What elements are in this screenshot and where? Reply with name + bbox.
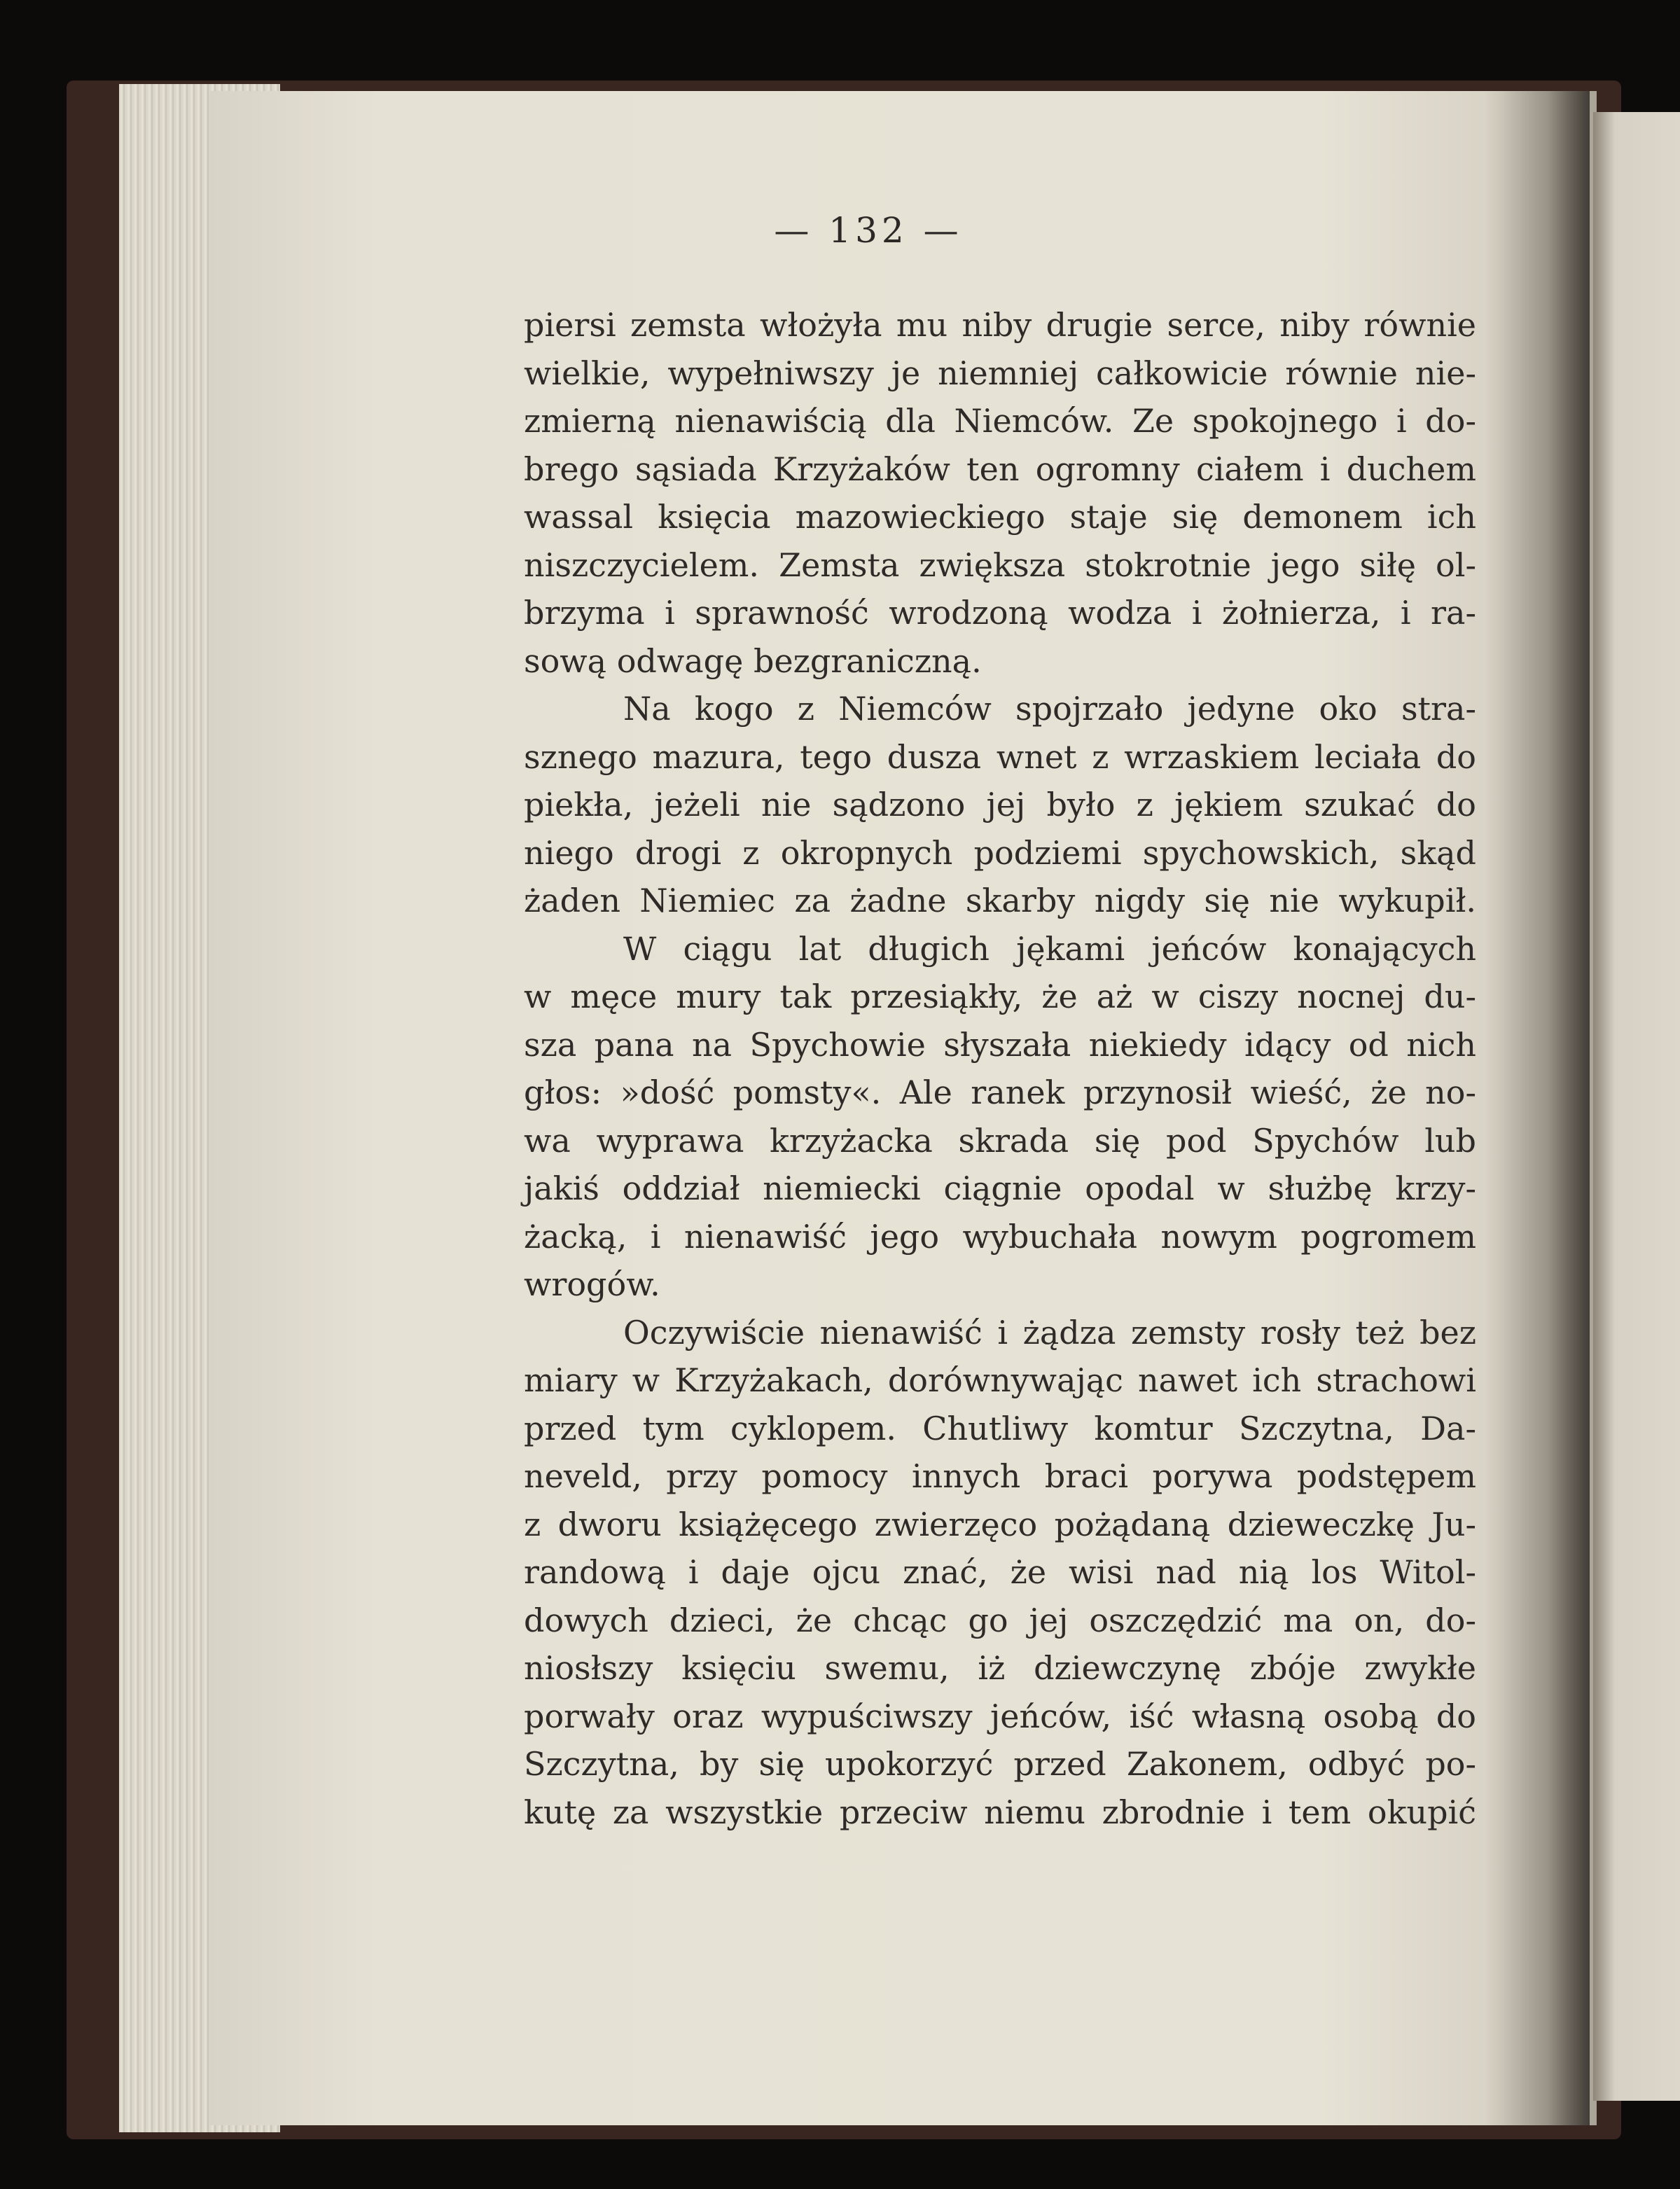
text-line: zmierną nienawiścią dla Niemców. Ze spokojnego i do- xyxy=(524,402,1476,440)
text-line: żaden Niemiec za żadne skarby nigdy się nie wykupił. xyxy=(524,882,1476,919)
text-line: w męce mury tak przesiąkły, że aż w ciszy nocnej du- xyxy=(524,978,1476,1015)
text-line: brego sąsiada Krzyżaków ten ogromny ciałem i duchem xyxy=(524,450,1476,488)
text-line: wa wyprawa krzyżacka skrada się pod Spychów lub xyxy=(524,1121,1476,1160)
text-line: niego drogi z okropnych podziemi spychowskich, skąd xyxy=(524,833,1476,872)
text-line: piekła, jeżeli nie sądzono jej było z jękiem szukać do xyxy=(524,786,1476,824)
text-line: wrogów. xyxy=(524,1265,660,1303)
text-line: jakiś oddział niemiecki ciągnie opodal w służbę krzy- xyxy=(524,1169,1476,1207)
body-text xyxy=(524,301,1476,1836)
text-line: porwały oraz wypuściwszy jeńców, iść własną osobą do xyxy=(524,1697,1476,1735)
text-line: neveld, przy pomocy innych braci porywa podstępem xyxy=(524,1457,1476,1495)
text-line: głos: »dość pomsty«. Ale ranek przynosił wieść, że no- xyxy=(524,1073,1476,1111)
gutter-shadow xyxy=(1485,91,1590,2125)
text-line: sową odwagę bezgraniczną. xyxy=(524,641,982,680)
text-line: Na kogo z Niemców spojrzało jedyne oko stra- xyxy=(623,690,1476,728)
page-number: — 132 — xyxy=(774,210,963,251)
text-line: piersi zemsta włożyła mu niby drugie serce, niby równie xyxy=(524,306,1476,344)
facing-page-edge xyxy=(1593,112,1680,2101)
text-line: sznego mazura, tego dusza wnet z wrzaskiem leciała do xyxy=(524,737,1476,776)
text-line: dowych dzieci, że chcąc go jej oszczędzić ma on, do- xyxy=(524,1601,1476,1639)
text-line: wielkie, wypełniwszy je niemniej całkowicie równie nie- xyxy=(524,354,1476,392)
text-line: Szczytna, by się upokorzyć przed Zakonem, odbyć po- xyxy=(524,1745,1476,1783)
text-line: miary w Krzyżakach, dorównywając nawet ich strachowi xyxy=(524,1361,1476,1399)
text-line: niszczycielem. Zemsta zwiększa stokrotnie jego siłę ol- xyxy=(524,545,1476,584)
text-line: wassal księcia mazowieckiego staje się demonem ich xyxy=(524,498,1476,536)
text-line: żacką, i nienawiść jego wybuchała nowym pogromem xyxy=(524,1217,1476,1256)
text-line: randową i daje ojcu znać, że wisi nad nią los Witol- xyxy=(524,1553,1476,1591)
text-line: W ciągu lat długich jękami jeńców konających xyxy=(623,929,1476,968)
text-line: z dworu książęcego zwierzęco pożądaną dzieweczkę Ju- xyxy=(524,1505,1476,1543)
text-line: kutę za wszystkie przeciw niemu zbrodnie i tem okupić xyxy=(524,1793,1476,1831)
text-line: sza pana na Spychowie słyszała niekiedy idący od nich xyxy=(524,1025,1476,1064)
text-line: Oczywiście nienawiść i żądza zemsty rosły też bez xyxy=(623,1313,1476,1351)
text-line: niosłszy księciu swemu, iż dziewczynę zbóje zwykłe xyxy=(524,1649,1476,1687)
text-line: przed tym cyklopem. Chutliwy komtur Szczytna, Da- xyxy=(524,1409,1476,1447)
text-line: brzyma i sprawność wrodzoną wodza i żołnierza, i ra- xyxy=(524,594,1476,632)
